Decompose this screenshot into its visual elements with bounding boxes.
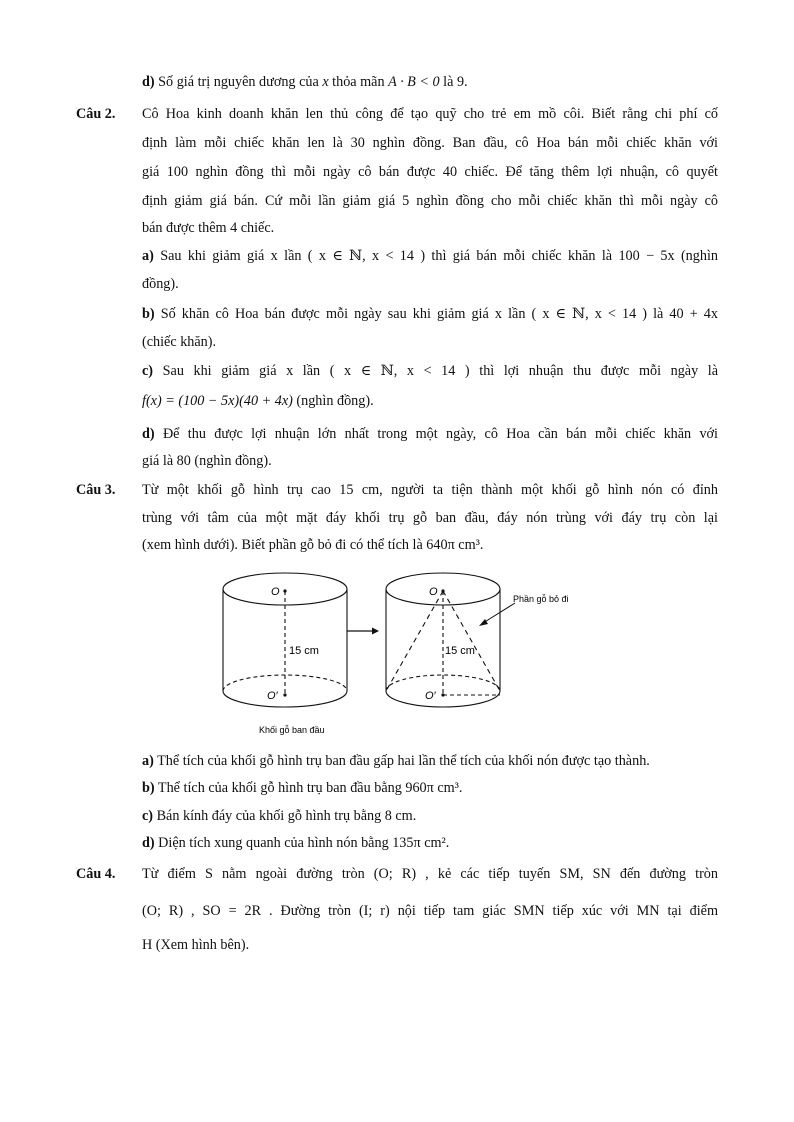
q1d-condition: A · B < 0 (388, 74, 440, 90)
q4-line-2: (O; R) , SO = 2R . Đường tròn (I; r) nội tiếp tam giác SMN tiếp xúc với MN tại điểm (142, 903, 718, 919)
removed-wood-label: Phần gỗ bỏ đi (513, 594, 569, 604)
transform-arrow-icon (347, 628, 379, 635)
q2-option-a-line-2: đồng). (142, 276, 179, 292)
q2-stem-line-4: định giảm giá bán. Cứ mỗi lần giảm giá 5 nghìn đồng cho mỗi chiếc khăn thì mỗi ngày cô (142, 193, 718, 209)
q2b-text: Số khăn cô Hoa bán được mỗi ngày sau khi giảm giá x lần ( x ∈ ℕ, x < 14 ) là 40 + 4x (160, 306, 718, 322)
callout-arrow-icon (479, 603, 515, 626)
q1d-text-post: là 9. (443, 74, 468, 90)
q3-option-b (142, 780, 718, 797)
option-label: d) (142, 835, 155, 851)
figure-caption: Khối gỗ ban đầu (259, 725, 325, 735)
q1-option-d (142, 74, 718, 91)
center-o-prime-left: O′ (267, 690, 278, 702)
q1d-text-mid: thỏa mãn (332, 74, 385, 90)
q2d-text: Để thu được lợi nhuận lớn nhất trong một ngày, cô Hoa cần bán mỗi chiếc khăn với (162, 426, 718, 442)
cylinder-cone-figure (215, 565, 605, 745)
center-o-top-right: O (429, 586, 438, 598)
q4-line-3: H (Xem hình bên). (142, 937, 250, 953)
cylinder-with-cone (386, 573, 500, 707)
q2-stem-line-1: Cô Hoa kinh doanh khăn len thủ công để tạo quỹ cho trẻ em mồ côi. Biết rằng chi phí cố (142, 106, 718, 122)
q2c-text-rest: (nghìn đồng). (292, 393, 374, 409)
q3-stem-line-2: trùng với tâm của một mặt đáy khối trụ gỗ ban đầu, đáy nón trùng với đáy trụ còn lại (142, 510, 718, 526)
option-label: c) (142, 363, 154, 379)
q2a-text: Sau khi giảm giá x lần ( x ∈ ℕ, x < 14 ) thì giá bán mỗi chiếc khăn là 100 − 5x (nghìn (160, 248, 718, 264)
question-4-label: Câu 4. (76, 866, 116, 882)
q2-option-d (142, 426, 718, 443)
q1d-var: x (322, 74, 329, 90)
q3a-text: Thể tích của khối gỗ hình trụ ban đầu gấp hai lần thể tích của khối nón được tạo thành. (157, 753, 650, 769)
q3-stem-line-1: Từ một khối gỗ hình trụ cao 15 cm, người ta tiện thành một khối gỗ hình nón có đỉnh (142, 482, 718, 498)
option-label: b) (142, 780, 155, 796)
q3-option-c (142, 808, 718, 825)
q3-option-d (142, 835, 718, 852)
q3c-text: Bán kính đáy của khối gỗ hình trụ bằng 8 cm. (156, 808, 417, 824)
q3d-text: Diện tích xung quanh của hình nón bằng 135π cm². (158, 835, 450, 851)
q2c-text: Sau khi giảm giá x lần ( x ∈ ℕ, x < 14 ) thì lợi nhuận thu được mỗi ngày là (162, 363, 719, 379)
q2-option-c (142, 363, 718, 380)
q2-option-b (142, 306, 718, 323)
q2-option-d-line-2: giá là 80 (nghìn đồng). (142, 453, 272, 469)
q2-option-c-line-2 (142, 393, 718, 410)
q2-stem-line-3: giá 100 nghìn đồng thì mỗi ngày cô bán được 40 chiếc. Để tăng thêm lợi nhuận, cô quyết (142, 164, 718, 180)
center-o-top-left: O (271, 586, 280, 598)
option-label: b) (142, 306, 155, 322)
question-2-label: Câu 2. (76, 106, 116, 122)
option-label: a) (142, 248, 154, 264)
q1d-text-pre: Số giá trị nguyên dương của (158, 74, 319, 90)
question-3-label: Câu 3. (76, 482, 116, 498)
q2-option-a (142, 248, 718, 265)
q3b-text: Thể tích của khối gỗ hình trụ ban đầu bằng 960π cm³. (157, 780, 463, 796)
original-cylinder (223, 573, 347, 707)
q2c-formula: f(x) = (100 − 5x)(40 + 4x) (142, 393, 293, 409)
q2-stem-line-2: định làm mỗi chiếc khăn len là 30 nghìn đồng. Ban đầu, cô Hoa bán mỗi chiếc khăn với (142, 135, 718, 151)
height-label-right: 15 cm (445, 645, 475, 657)
q2-stem-line-5: bán được thêm 4 chiếc. (142, 220, 275, 236)
option-label: d) (142, 426, 155, 442)
center-o-prime-right: O′ (425, 690, 436, 702)
q3-stem-line-3: (xem hình dưới). Biết phần gỗ bỏ đi có thể tích là 640π cm³. (142, 537, 484, 553)
q3-option-a (142, 753, 718, 770)
q4-line-1: Từ điểm S nằm ngoài đường tròn (O; R) , kẻ các tiếp tuyến SM, SN đến đường tròn (142, 866, 718, 882)
q2-option-b-line-2: (chiếc khăn). (142, 334, 217, 350)
height-label-left: 15 cm (289, 645, 319, 657)
option-label: c) (142, 808, 154, 824)
option-label: d) (142, 74, 155, 90)
option-label: a) (142, 753, 154, 769)
